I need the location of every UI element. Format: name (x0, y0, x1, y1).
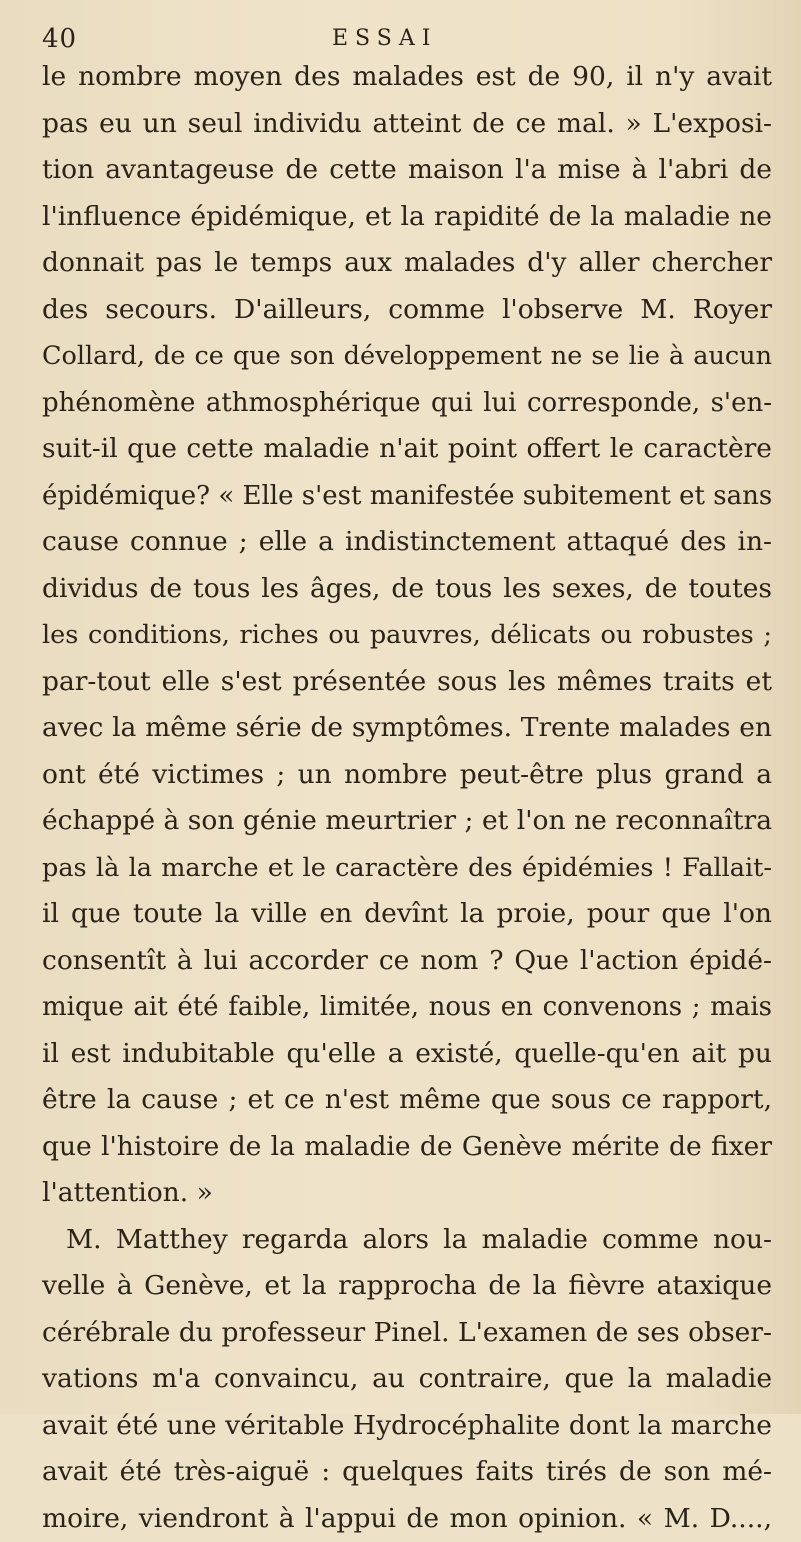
text-line: tion avantageuse de cette maison l'a mise à l'abri de (42, 147, 772, 194)
text-line: vations m'a convaincu, au contraire, que la maladie (42, 1356, 772, 1403)
text-line: il est indubitable qu'elle a existé, quelle-qu'en ait pu (42, 1031, 772, 1078)
page-number: 40 (42, 24, 77, 54)
text-line: cérébrale du professeur Pinel. L'examen de ses obser- (42, 1310, 772, 1357)
text-line: l'influence épidémique, et la rapidité de la maladie ne (42, 194, 772, 241)
text-line: que l'histoire de la maladie de Genève mérite de fixer (42, 1124, 772, 1171)
text-line: M. Matthey regarda alors la maladie comme nou- (42, 1217, 772, 1264)
text-line: épidémique? « Elle s'est manifestée subitement et sans (42, 473, 772, 520)
text-line: cause connue ; elle a indistinctement attaqué des in- (42, 519, 772, 566)
text-line: velle à Genève, et la rapprocha de la fièvre ataxique (42, 1263, 772, 1310)
text-line: consentît à lui accorder ce nom ? Que l'action épidé- (42, 938, 772, 985)
text-line: pas eu un seul individu atteint de ce mal. » L'exposi- (42, 101, 772, 148)
text-line: ont été victimes ; un nombre peut-être plus grand a (42, 752, 772, 799)
text-line: Collard, de ce que son développement ne se lie à aucun (42, 333, 772, 380)
text-line: des secours. D'ailleurs, comme l'observe M. Royer (42, 287, 772, 334)
text-line: dividus de tous les âges, de tous les sexes, de toutes (42, 566, 772, 613)
text-line: par-tout elle s'est présentée sous les mêmes traits et (42, 659, 772, 706)
text-line: moire, viendront à l'appui de mon opinion. « M. D...., (42, 1496, 772, 1542)
text-line: l'attention. » (42, 1170, 772, 1217)
text-line: échappé à son génie meurtrier ; et l'on ne reconnaîtra (42, 798, 772, 845)
text-line: avait été une véritable Hydrocéphalite dont la marche (42, 1403, 772, 1450)
text-line: phénomène athmosphérique qui lui corresponde, s'en- (42, 380, 772, 427)
running-head: ESSAI (332, 26, 437, 51)
text-line: il que toute la ville en devînt la proie, pour que l'on (42, 891, 772, 938)
text-line: avec la même série de symptômes. Trente malades en (42, 705, 772, 752)
text-line: le nombre moyen des malades est de 90, il n'y avait (42, 54, 772, 101)
text-line: pas là la marche et le caractère des épidémies ! Fallait- (42, 845, 772, 892)
text-line: avait été très-aiguë : quelques faits tirés de son mé- (42, 1449, 772, 1496)
text-line: mique ait été faible, limitée, nous en convenons ; mais (42, 984, 772, 1031)
text-line: suit-il que cette maladie n'ait point offert le caractère (42, 426, 772, 473)
body-text (42, 54, 772, 1542)
text-line: les conditions, riches ou pauvres, délicats ou robustes ; (42, 612, 772, 659)
text-line: donnait pas le temps aux malades d'y aller chercher (42, 240, 772, 287)
text-line: être la cause ; et ce n'est même que sous ce rapport, (42, 1077, 772, 1124)
